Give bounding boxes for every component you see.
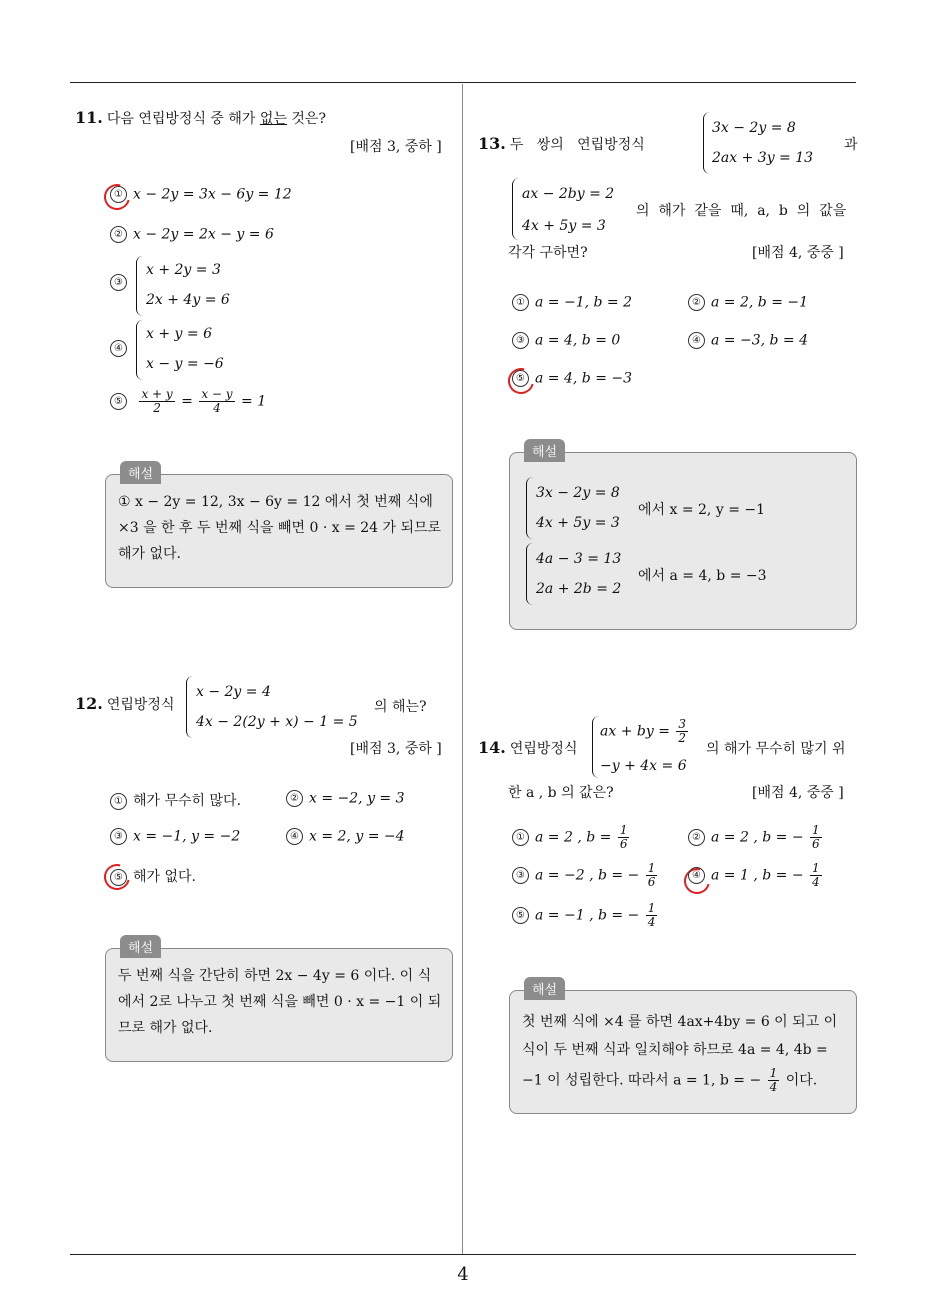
q12-option-5[interactable]: ⑤ 해가 없다. bbox=[110, 866, 196, 886]
q13-number: 13. bbox=[478, 134, 506, 153]
q14-solution-box bbox=[509, 983, 857, 1114]
q13-solution-result-1: 에서 x = 2, y = −1 bbox=[638, 502, 766, 518]
q14-meta: [배점 4, 중중 ] bbox=[752, 785, 844, 801]
q14-title: 14. 연립방정식 bbox=[478, 738, 578, 757]
brace-icon bbox=[136, 256, 143, 316]
q14-option-3[interactable]: ③ a = −2 , b = − $\frac{1}{6}$ bbox=[512, 862, 659, 889]
brace-icon bbox=[136, 320, 143, 380]
q12-option-2[interactable]: ② x = −2, y = 3 bbox=[286, 790, 405, 807]
q13-option-2[interactable]: ② a = 2, b = −1 bbox=[688, 294, 808, 311]
q14-solution-line-3: −1 이 성립한다. 따라서 a = 1, b = − $\frac{1}{4}$ 이다. bbox=[522, 1066, 818, 1094]
q13-solution-result-2: 에서 a = 4, b = −3 bbox=[638, 568, 767, 584]
brace-icon bbox=[526, 543, 533, 605]
q13-option-4[interactable]: ④ a = −3, b = 4 bbox=[688, 332, 808, 349]
brace-icon bbox=[186, 676, 193, 738]
q11-title: 11. 다음 연립방정식 중 해가 없는 것은? bbox=[75, 108, 326, 127]
q14-option-4[interactable]: ④ a = 1 , b = − $\frac{1}{4}$ bbox=[688, 862, 824, 889]
q14-solution-line-2: 식이 두 번째 식과 일치해야 하므로 4a = 4, 4b = bbox=[522, 1042, 828, 1058]
footer-rule bbox=[70, 1254, 856, 1255]
q12-meta: [배점 3, 중하 ] bbox=[350, 741, 442, 757]
brace-icon bbox=[592, 716, 599, 778]
q13-title: 13. 두 쌍의 연립방정식 bbox=[478, 134, 645, 153]
q12-option-4[interactable]: ④ x = 2, y = −4 bbox=[286, 828, 405, 845]
q11-solution-box bbox=[105, 467, 453, 588]
q11-number: 11. bbox=[75, 108, 103, 127]
q12-solution-tag: 해설 bbox=[120, 935, 161, 958]
q12-number: 12. bbox=[75, 694, 103, 713]
q14-option-2[interactable]: ② a = 2 , b = − $\frac{1}{6}$ bbox=[688, 824, 824, 851]
q11-meta: [배점 3, 중하 ] bbox=[350, 139, 442, 155]
q12-title: 12. 연립방정식 bbox=[75, 694, 175, 713]
q13-option-5[interactable]: ⑤ a = 4, b = −3 bbox=[512, 370, 632, 387]
q11-solution-tag: 해설 bbox=[120, 461, 161, 484]
q13-solution-box: 해설 3x − 2y = 8 4x + 5y = 3 에서 x = 2, y = −1 4a − 3 = 13 2a + 2b = 2 에서 a = 4, b = −3 bbox=[509, 452, 857, 630]
q14-option-5[interactable]: ⑤ a = −1 , b = − $\frac{1}{4}$ bbox=[512, 902, 659, 929]
brace-icon bbox=[703, 112, 710, 174]
q14-number: 14. bbox=[478, 738, 506, 757]
q13-solution-tag: 해설 bbox=[524, 439, 565, 462]
q11-option-2[interactable]: ② x − 2y = 2x − y = 6 bbox=[110, 226, 274, 243]
q14-option-1[interactable]: ① a = 2 , b = $\frac{1}{6}$ bbox=[512, 824, 631, 851]
q14-solution-tag: 해설 bbox=[524, 977, 565, 1000]
brace-icon bbox=[526, 477, 533, 539]
header-rule bbox=[70, 82, 856, 83]
q11-option-1[interactable]: ① x − 2y = 3x − 6y = 12 bbox=[110, 186, 292, 203]
q13-meta: [배점 4, 중중 ] bbox=[752, 245, 844, 261]
column-divider bbox=[462, 84, 463, 1254]
q11-option-5[interactable]: ⑤ $\frac{x + y}{2}$ = $\frac{x - y}{4}$ = 1 bbox=[110, 388, 266, 415]
q11-option-3[interactable]: ③ bbox=[110, 274, 133, 291]
q13-option-1[interactable]: ① a = −1, b = 2 bbox=[512, 294, 632, 311]
brace-icon bbox=[512, 178, 519, 240]
q14-solution-line-1: 첫 번째 식에 ×4 를 하면 4ax+4by = 6 이 되고 이 bbox=[522, 1014, 838, 1030]
q12-option-1[interactable]: ① 해가 무수히 많다. bbox=[110, 790, 241, 810]
q12-solution-text: 두 번째 식을 간단히 하면 2x − 4y = 6 이다. 이 식에서 2로 나누고 첫 번째 식을 빼면 0 · x = −1 이 되므로 해가 없다. bbox=[118, 968, 442, 1036]
q13-option-3[interactable]: ③ a = 4, b = 0 bbox=[512, 332, 620, 349]
q11-option-4[interactable]: ④ bbox=[110, 340, 133, 357]
q11-solution-text: ① x − 2y = 12, 3x − 6y = 12 에서 첫 번째 식에 ×3 을 한 후 두 번째 식을 빼면 0 · x = 24 가 되므로 해가 없다. bbox=[118, 494, 442, 562]
q12-option-3[interactable]: ③ x = −1, y = −2 bbox=[110, 828, 240, 845]
q12-solution-box bbox=[105, 941, 453, 1062]
page-number: 4 bbox=[457, 1264, 469, 1285]
q11-underlined-word: 없는 bbox=[259, 111, 287, 127]
